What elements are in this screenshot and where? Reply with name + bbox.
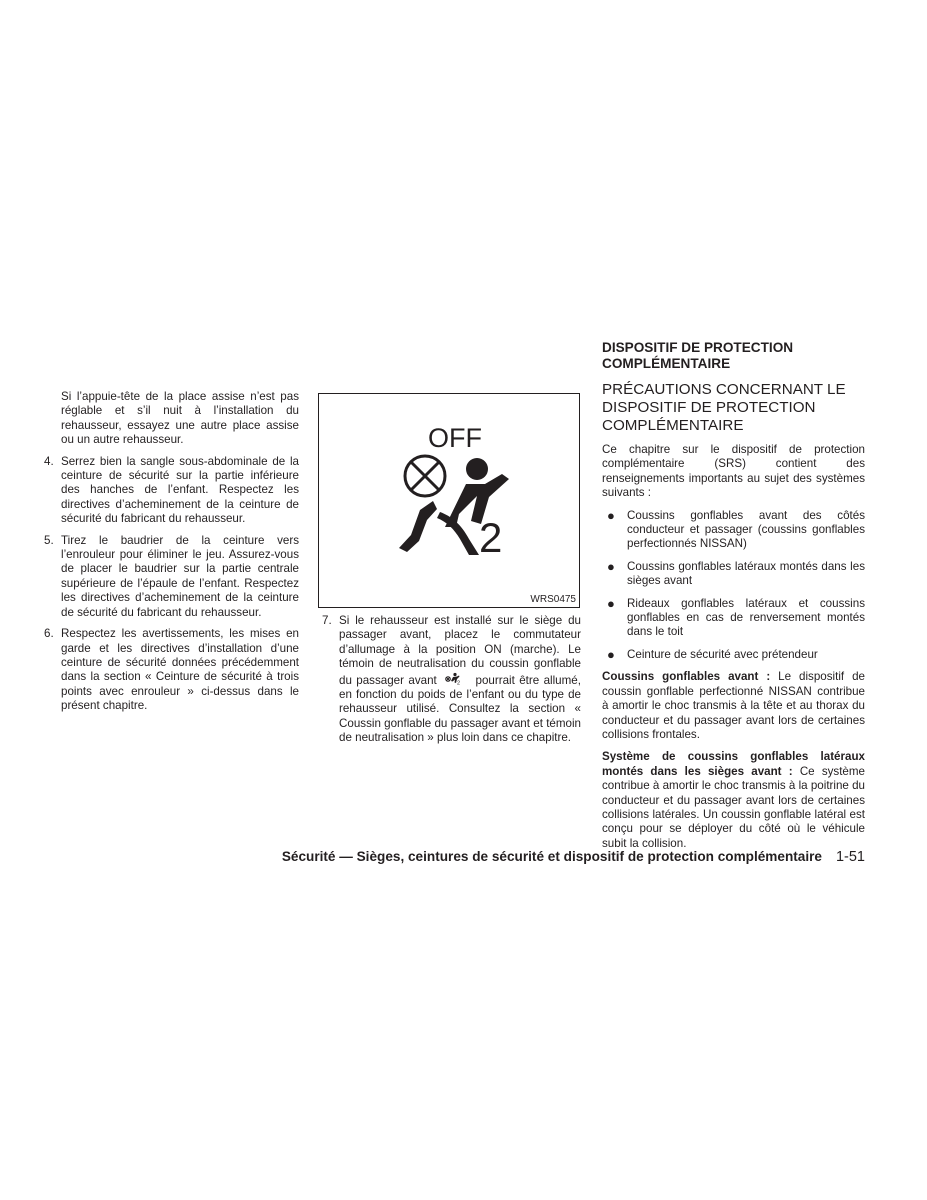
section-intro: Ce chapitre sur le dispositif de protection complémentaire (SRS) contient des renseignements importants au sujet des systèmes suivants : [602, 443, 865, 500]
bullet-dot: ● [607, 507, 615, 523]
figure-code: WRS0475 [530, 594, 576, 605]
list-item-text-part1: Si le rehausseur est installé sur le siège du passager avant, placez le commutateur d’allumage à la position ON (marche). Le témoin de neutralisation du coussin gonflable du passager avant [339, 614, 581, 687]
list-item-number: 7. [322, 614, 332, 627]
paragraph-text: Le dispositif de coussin gonflable perfectionné NISSAN contribue à amortir le choc transmis à la tête et au thorax du conducteur et du passager avant lors de certaines collisions frontales. [602, 670, 865, 741]
passenger-airbag-indicator-icon [445, 672, 461, 685]
bullet-item [602, 509, 865, 552]
bullet-text: Coussins gonflables avant des côtés conducteur et passager (coussins gonflables perfectionnés NISSAN) [627, 508, 865, 551]
list-item-number: 4. [44, 454, 54, 468]
list-item-text: Serrez bien la sangle sous-abdominale de la ceinture de sécurité sur la partie inférieure des hanches de l’enfant. Respectez les directives d’acheminement de la ceinture de sécurité du fabricant du rehausseur. [61, 454, 299, 526]
svg-text:2: 2 [457, 680, 461, 685]
bullet-dot: ● [607, 646, 615, 662]
section-heading: DISPOSITIF DE PROTECTION COMPLÉMENTAIRE [602, 340, 794, 371]
page-number: 1-51 [835, 849, 865, 865]
bullet-item [602, 560, 865, 589]
list-item-number: 5. [44, 533, 54, 547]
bullet-dot: ● [607, 558, 615, 574]
bullet-text: Ceinture de sécurité avec prétendeur [627, 647, 818, 661]
list-item-text: Respectez les avertissements, les mises en garde et les directives d’installation d’une ceinture de sécurité données précédemment dans la section « Ceinture de sécurité à trois points avec enrouleur » ci-dessus dans le présent chapitre. [61, 627, 299, 713]
paragraph-lead: Coussins gonflables avant : [602, 670, 771, 684]
footer-title: Sécurité — Sièges, ceintures de sécurité et dispositif de protection complémentaire [281, 849, 822, 864]
bullet-item [602, 648, 865, 662]
off-label: OFF [428, 423, 482, 453]
list-item-text: Tirez le baudrier de la ceinture vers l’enrouleur pour éliminer le jeu. Assurez-vous de placer le baudrier sur la partie centrale supérieure de l’épaule de l’enfant. Respectez les directives d’acheminement de la ceinture de sécurité du fabricant du rehausseur. [61, 533, 299, 619]
list-item-number: 6. [44, 627, 54, 641]
list-item-text-part2: pourrait être allumé, en fonction du poids de l’enfant ou du type de rehausseur utilisé. Consultez la section « Coussin gonflable du passager avant et témoin de neutralisation » plus loin dans ce chapitre. [339, 673, 581, 745]
airbag-off-figure [318, 393, 580, 608]
bullet-dot: ● [607, 595, 615, 611]
paragraph-lead: Système de coussins gonflables latéraux montés dans les sièges avant : [602, 750, 865, 778]
bullet-text: Rideaux gonflables latéraux et coussins gonflables en cas de renversement montés dans le toit [627, 596, 865, 639]
passenger-airbag-off-icon [319, 394, 579, 607]
list-item-4 [44, 455, 299, 527]
bullet-item [602, 597, 865, 640]
left-column [44, 390, 299, 714]
list-item-5 [44, 534, 299, 620]
page-footer [200, 849, 865, 865]
list-item-7 [322, 614, 581, 746]
middle-column [322, 614, 581, 746]
paragraph-text: Ce système contribue à amortir le choc transmis à la poitrine du conducteur et du passager avant lors de certaines collisions latérales. Un coussin gonflable latéral est conçu pour se déployer du côté où le véhicule subit la collision. [602, 764, 865, 850]
side-airbags-paragraph [602, 750, 865, 851]
bullet-text: Coussins gonflables latéraux montés dans les sièges avant [627, 559, 865, 588]
right-column [602, 340, 865, 851]
front-airbags-paragraph [602, 670, 865, 742]
section-subheading: PRÉCAUTIONS CONCERNANT LE DISPOSITIF DE PROTECTION COMPLÉMENTAIRE [602, 381, 846, 434]
list-item-6 [44, 627, 299, 713]
crossed-circle-icon [405, 456, 445, 496]
left-intro-paragraph: Si l’appuie-tête de la place assise n’est pas réglable et s’il nuit à l’installation du rehausseur, essayez une autre place assise ou un autre rehausseur. [61, 390, 299, 447]
seat-number-label: 2 [479, 514, 503, 561]
